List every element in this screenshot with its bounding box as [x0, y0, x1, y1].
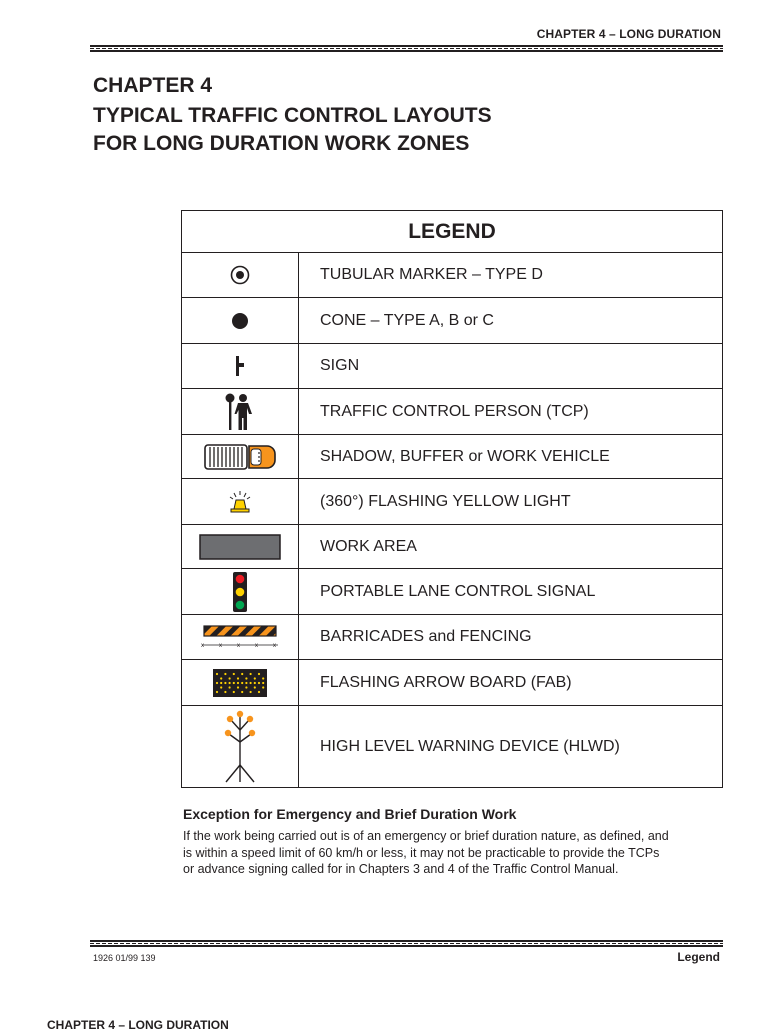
svg-text:x: x — [273, 643, 276, 649]
legend-table — [181, 210, 723, 788]
legend-symbol — [182, 525, 299, 569]
arrow-board-lamp — [254, 681, 256, 683]
legend-label: BARRICADES and FENCING — [299, 615, 723, 660]
arrow-board-lamp — [229, 677, 231, 679]
legend-row — [182, 525, 723, 569]
arrow-board-lamp — [241, 681, 243, 683]
svg-text:x: x — [255, 643, 258, 649]
exception-title: Exception for Emergency and Brief Duration Work — [183, 806, 517, 822]
arrow-board-lamp — [237, 677, 239, 679]
arrow-board-lamp — [262, 681, 264, 683]
work-area-icon — [199, 534, 281, 560]
legend-label: WORK AREA — [299, 525, 723, 569]
header-rule — [90, 45, 723, 52]
arrow-board-lamp — [233, 690, 235, 692]
legend-symbol — [182, 435, 299, 479]
legend-symbol — [182, 479, 299, 525]
arrow-board-lamp — [220, 681, 222, 683]
arrow-board-lamp — [262, 686, 264, 688]
barricade-icon — [200, 624, 280, 650]
arrow-board-lamp — [233, 672, 235, 674]
legend-label: SIGN — [299, 344, 723, 389]
arrow-board-lamp — [220, 686, 222, 688]
arrow-board-lamp — [237, 681, 239, 683]
chapter-title: CHAPTER 4 — [93, 74, 213, 97]
legend-row — [182, 435, 723, 479]
arrow-board-lamp — [245, 686, 247, 688]
legend-label: TUBULAR MARKER – TYPE D — [299, 253, 723, 298]
chapter-subtitle — [93, 102, 492, 158]
legend-label: FLASHING ARROW BOARD (FAB) — [299, 660, 723, 706]
legend-label: TRAFFIC CONTROL PERSON (TCP) — [299, 389, 723, 435]
legend-row — [182, 253, 723, 298]
exception-line2: is within a speed limit of 60 km/h or less, it may not be practicable to provide the TCPs — [183, 845, 660, 860]
legend-label: PORTABLE LANE CONTROL SIGNAL — [299, 569, 723, 615]
legend-symbol — [182, 569, 299, 615]
next-page-header: CHAPTER 4 – LONG DURATION — [47, 1018, 229, 1032]
legend-row — [182, 660, 723, 706]
legend-row — [182, 389, 723, 435]
arrow-board-lamp — [216, 672, 218, 674]
svg-text:x: x — [201, 643, 204, 649]
legend-label: HIGH LEVEL WARNING DEVICE (HLWD) — [299, 706, 723, 788]
svg-text:x: x — [237, 643, 240, 649]
flashing-light-icon — [226, 490, 254, 514]
legend-row — [182, 615, 723, 660]
arrow-board-lamp — [224, 690, 226, 692]
arrow-board-icon — [212, 668, 268, 698]
arrow-board-lamp — [229, 686, 231, 688]
legend-heading: LEGEND — [182, 211, 723, 253]
chapter-subtitle-line1: TYPICAL TRAFFIC CONTROL LAYOUTS — [93, 104, 492, 127]
legend-symbol — [182, 660, 299, 706]
legend-symbol — [182, 615, 299, 660]
sign-icon — [233, 354, 247, 378]
arrow-board-lamp — [216, 690, 218, 692]
arrow-board-lamp — [258, 672, 260, 674]
legend-label: SHADOW, BUFFER or WORK VEHICLE — [299, 435, 723, 479]
arrow-board-lamp — [254, 686, 256, 688]
footer-label: Legend — [677, 950, 720, 964]
legend-label: (360°) FLASHING YELLOW LIGHT — [299, 479, 723, 525]
legend-symbol — [182, 253, 299, 298]
arrow-board-lamp — [245, 677, 247, 679]
hlwd-icon — [220, 710, 260, 784]
arrow-board-lamp — [258, 690, 260, 692]
tcp-person-icon — [223, 392, 257, 432]
work-vehicle-icon — [203, 442, 277, 472]
arrow-board-lamp — [262, 677, 264, 679]
arrow-board-lamp — [229, 681, 231, 683]
arrow-board-lamp — [241, 672, 243, 674]
arrow-board-lamp — [250, 690, 252, 692]
exception-text — [183, 828, 728, 878]
arrow-board-lamp — [241, 690, 243, 692]
arrow-board-lamp — [216, 681, 218, 683]
legend-row — [182, 344, 723, 389]
legend-symbol — [182, 389, 299, 435]
exception-line1: If the work being carried out is of an emergency or brief duration nature, as defined, and — [183, 829, 669, 843]
arrow-board-lamp — [254, 677, 256, 679]
legend-row — [182, 569, 723, 615]
svg-text:x: x — [219, 643, 222, 649]
arrow-board-lamp — [224, 672, 226, 674]
arrow-board-lamp — [237, 686, 239, 688]
legend-symbol — [182, 298, 299, 344]
exception-line3: or advance signing called for in Chapters 3 and 4 of the Traffic Control Manual. — [183, 862, 619, 876]
traffic-signal-icon — [231, 571, 249, 613]
arrow-board-lamp — [220, 677, 222, 679]
footer-code: 1926 01/99 139 — [93, 953, 156, 963]
arrow-board-lamp — [245, 681, 247, 683]
arrow-board-lamp — [233, 681, 235, 683]
chapter-subtitle-line2: FOR LONG DURATION WORK ZONES — [93, 132, 470, 155]
cone-icon — [230, 311, 250, 331]
running-header: CHAPTER 4 – LONG DURATION — [536, 27, 721, 41]
arrow-board-lamp — [224, 681, 226, 683]
legend-symbol — [182, 344, 299, 389]
footer-rule — [90, 940, 723, 947]
legend-label: CONE – TYPE A, B or C — [299, 298, 723, 344]
legend-row — [182, 479, 723, 525]
legend-row — [182, 298, 723, 344]
legend-symbol — [182, 706, 299, 788]
tubular-marker-icon — [229, 264, 251, 286]
arrow-board-lamp — [258, 681, 260, 683]
arrow-board-lamp — [250, 681, 252, 683]
arrow-board-lamp — [250, 672, 252, 674]
legend-row — [182, 706, 723, 788]
